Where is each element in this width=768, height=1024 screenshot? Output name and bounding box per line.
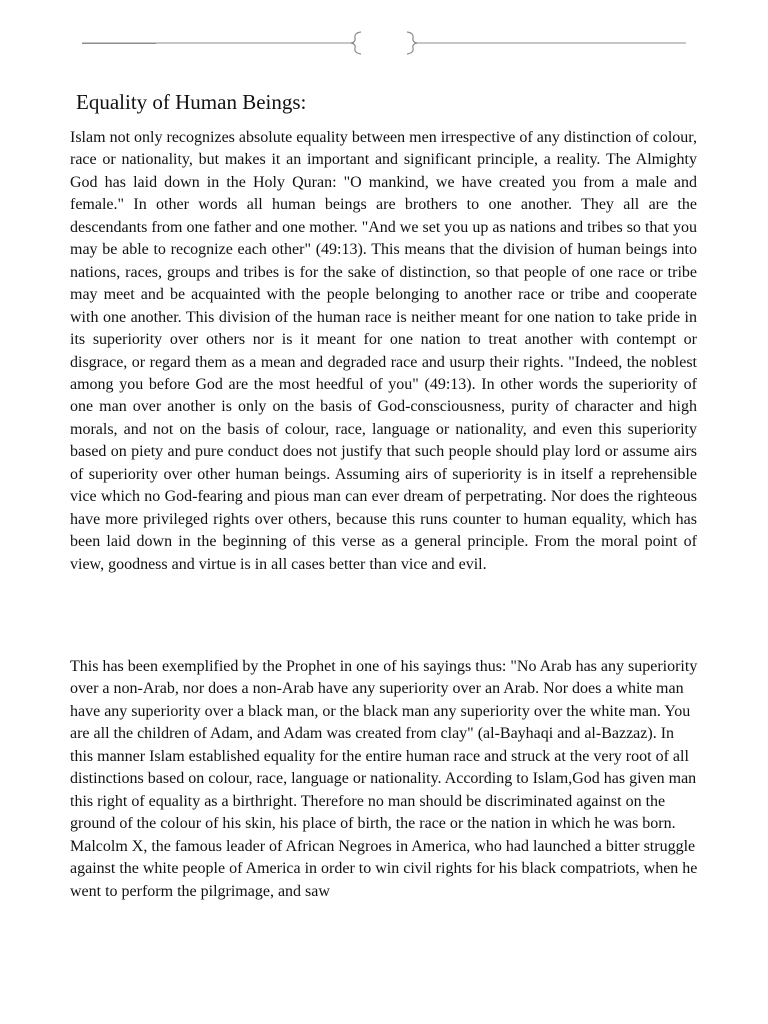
body-paragraph: This has been exemplified by the Prophet in one of his sayings thus: "No Arab has any superiority over a non-Arab, nor does a non-Arab have any superiority over an Arab. Nor does a white man have any superiority over a black man, or the black man any superiority over the white man. You are all the children of Adam, and Adam was created from clay" (al-Bayhaqi and al-Bazzaz). In this manner Islam established equality for the entire human race and struck at the very root of all distinctions based on colour, race, language or nationality. According to Islam,God has given man this right of equality as a birthright. Therefore no man should be discriminated against on the ground of the colour of his skin, his place of birth, the race or the nation in which he was born. Malcolm X, the famous leader of African Negroes in America, who had launched a bitter struggle against the white people of America in order to win civil rights for his black compatriots, when he went to perform the pilgrimage, and saw <box>70 658 698 900</box>
ornament-left-bracket <box>351 32 361 54</box>
ornament-right-bracket <box>407 32 417 54</box>
header-ornament <box>82 28 686 58</box>
section-heading: Equality of Human Beings: <box>76 90 307 114</box>
body-paragraph: Islam not only recognizes absolute equality between men irrespective of any distinction of colour, race or nationality, but makes it an important and significant principle, a reality. The Almighty God has laid down in the Holy Quran: "O mankind, we have created you from a male and female." In other words all human beings are brothers to one another. They all are the descendants from one father and one mother. "And we set you up as nations and tribes so that you may be able to recognize each other" (49:13). This means that the division of human beings into nations, races, groups and tribes is for the sake of distinction, so that people of one race or tribe may meet and be acquainted with the people belonging to another race or tribe and cooperate with one another. This division of the human race is neither meant for one nation to take pride in its superiority over others nor is it meant for one nation to treat another with contempt or disgrace, or regard them as a mean and degraded race and usurp their rights. "Indeed, the noblest among you before God are the most heedful of you" (49:13). In other words the superiority of one man over another is only on the basis of God-consciousness, purity of character and high morals, and not on the basis of colour, race, language or nationality, and even this superiority based on piety and pure conduct does not justify that such people should play lord or assume airs of superiority over other human beings. Assuming airs of superiority is in itself a reprehensible vice which no God-fearing and pious man can ever dream of perpetrating. Nor does the righteous have more privileged rights over others, because this runs counter to human equality, which has been laid down in the beginning of this verse as a general principle. From the moral point of view, goodness and virtue is in all cases better than vice and evil. <box>70 129 697 573</box>
